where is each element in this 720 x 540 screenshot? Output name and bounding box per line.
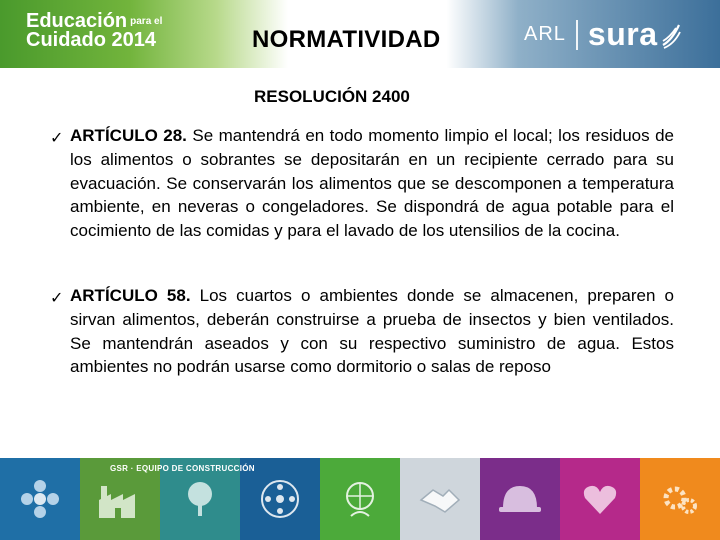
footer-caption: GSR · EQUIPO DE CONSTRUCCIÓN [110, 464, 255, 473]
flower-icon [17, 476, 63, 522]
footer-icon-strip [0, 458, 720, 540]
footer-tile-7 [480, 458, 560, 540]
article-text: Se mantendrá en todo momento limpio el local; los residuos de los alimentos o sobrantes se depositarán en un recipiente cerrado para su evacuación. Se conservarán los alimentos que se descomponen a temperatura ambiente, en neveras o congeladores. Se dispondrá de agua potable para el cocimiento de las comidas y para el lavado de los utensilios de la cocina. [70, 126, 674, 241]
checkmark-icon: ✓ [50, 290, 64, 307]
globe-leaf-icon [337, 476, 383, 522]
checkmark-icon: ✓ [50, 130, 64, 147]
footer-tile-8 [560, 458, 640, 540]
article-28 [70, 124, 674, 243]
header-banner [0, 0, 720, 68]
article-text: Los cuartos o ambientes donde se almacenen, preparen o sirvan alimentos, deberán construirse a prueba de insectos y bien ventilados. Se mantendrán aseados y con su respectivo suministro de agua. Estos ambientes no podrán usarse como dormitorio o salas de reposo [70, 286, 674, 377]
logo-divider [576, 20, 578, 50]
sura-swirl-icon [660, 20, 682, 50]
factory-icon [95, 476, 145, 522]
page-title: NORMATIVIDAD [252, 26, 441, 53]
campaign-logo-line1: Educación [26, 10, 128, 32]
footer-tile-5 [320, 458, 400, 540]
footer-tile-1 [0, 458, 80, 540]
footer-tile-9 [640, 458, 720, 540]
people-circle-icon [257, 476, 303, 522]
arl-sura-logo [524, 16, 682, 53]
article-label: ARTÍCULO 58. [70, 286, 191, 305]
gears-icon [657, 476, 703, 522]
handshake-icon [415, 476, 465, 522]
footer-tile-6 [400, 458, 480, 540]
arl-text: ARL [524, 23, 566, 45]
heart-icon [577, 476, 623, 522]
sura-text: sura [587, 16, 658, 52]
article-label: ARTÍCULO 28. [70, 126, 187, 145]
resolution-subtitle: RESOLUCIÓN 2400 [254, 87, 410, 106]
helmet-icon [495, 476, 545, 522]
tree-icon [177, 476, 223, 522]
campaign-logo [26, 12, 162, 50]
campaign-logo-line2: Cuidado 2014 [26, 29, 157, 52]
article-58 [70, 284, 674, 379]
campaign-logo-small: para el [130, 16, 163, 28]
